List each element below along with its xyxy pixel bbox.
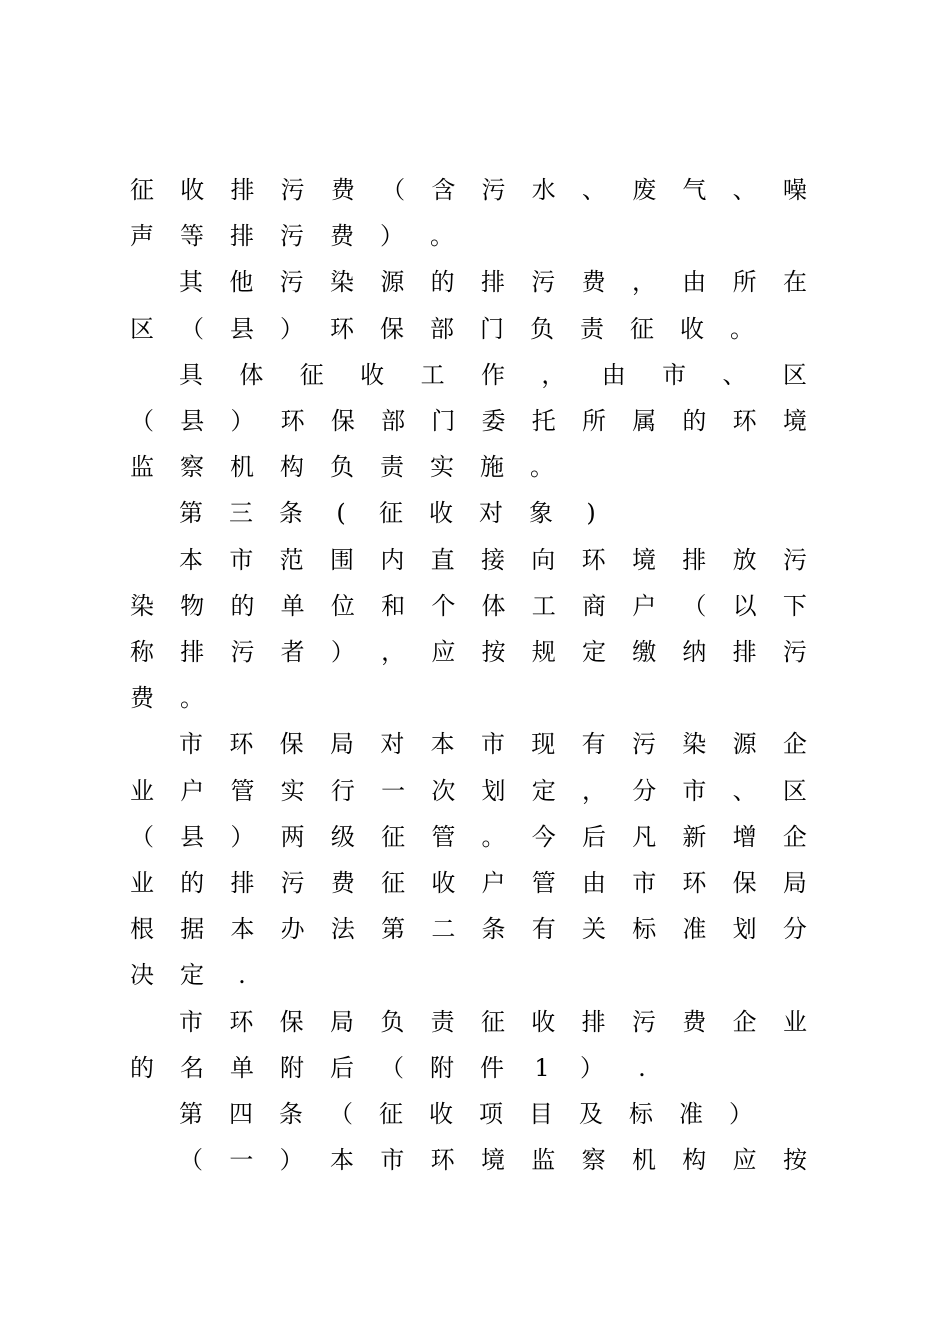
text-char: 环 [430, 1146, 455, 1175]
text-char: 作 [480, 360, 505, 389]
text-char: 本 [430, 730, 455, 759]
text-char: 县 [230, 314, 254, 343]
text-char: 者 [280, 638, 305, 666]
text-char: 划 [481, 776, 506, 805]
text-char: 一 [229, 1146, 254, 1175]
text-char: 属 [632, 407, 657, 435]
text-char: 直 [430, 545, 455, 574]
text-char: 监 [130, 453, 154, 482]
text-char: 。 [730, 314, 754, 343]
text-char: 由 [682, 268, 707, 297]
text-char: 定 [180, 961, 204, 990]
text-line [130, 586, 807, 626]
text-char: 体 [481, 591, 506, 620]
text-char: 企 [782, 730, 807, 759]
text-line [130, 216, 807, 256]
text-char: （ [329, 1100, 353, 1128]
text-char: 市 [632, 869, 657, 897]
text-char: 根 [130, 915, 154, 944]
text-char: 下 [782, 591, 807, 620]
text-char: 污 [631, 1007, 656, 1036]
text-char: 机 [230, 453, 254, 482]
text-char: 二 [431, 915, 456, 944]
text-char: 级 [330, 822, 355, 851]
text-char: 费 [581, 268, 606, 297]
text-char: 向 [531, 545, 556, 574]
text-char: 负 [530, 314, 554, 343]
text-char: 及 [579, 1100, 603, 1128]
text-char: 、 [732, 176, 757, 204]
text-char: 保 [279, 1007, 304, 1036]
text-char: 后 [581, 822, 606, 851]
text-char: 的 [430, 268, 455, 297]
text-char: 污 [531, 268, 556, 297]
text-char: ） [729, 1100, 753, 1128]
text-char: 局 [782, 869, 807, 897]
text-char: 县 [180, 822, 205, 851]
text-line [179, 1094, 807, 1134]
text-char: 境 [631, 545, 656, 574]
text-char: 次 [431, 776, 456, 805]
text-line [130, 771, 807, 811]
text-char: 保 [330, 407, 355, 435]
text-char: 源 [380, 268, 405, 297]
text-char: 实 [430, 453, 454, 482]
text-char: 一 [381, 776, 406, 805]
text-char: 察 [180, 453, 204, 482]
text-char: 本 [230, 915, 255, 944]
text-char: 市 [662, 360, 687, 389]
text-char: 构 [280, 453, 304, 482]
text-char: 征 [381, 869, 406, 897]
text-line [179, 724, 807, 764]
text-char: 纳 [682, 638, 707, 666]
text-char: 由 [581, 869, 606, 897]
text-char: ) [586, 499, 596, 528]
text-char: 区 [130, 314, 154, 343]
text-char: （ [180, 314, 204, 343]
text-char: 据 [180, 915, 205, 944]
text-char: 市 [682, 776, 707, 805]
text-char: 保 [732, 869, 757, 897]
text-char: 工 [420, 360, 445, 389]
text-char: 费 [330, 869, 355, 897]
text-char: 污 [782, 638, 807, 666]
text-line [130, 817, 807, 857]
text-char: 环 [330, 314, 354, 343]
text-char: 构 [682, 1146, 707, 1175]
text-char: 有 [531, 915, 556, 944]
text-char: 负 [380, 1007, 405, 1036]
text-char: 收 [360, 360, 385, 389]
text-char: 按 [782, 1146, 807, 1175]
text-char: 定 [531, 776, 556, 805]
text-char: 责 [430, 1007, 455, 1036]
text-char: 征 [130, 176, 154, 204]
text-char: 排 [732, 638, 757, 666]
text-char: 体 [239, 360, 264, 389]
text-char: 业 [130, 776, 154, 805]
text-char: 内 [380, 545, 405, 574]
text-char: 法 [330, 915, 355, 944]
text-char: 工 [531, 591, 556, 620]
text-char: 后 [330, 1053, 354, 1082]
text-char: 局 [329, 730, 354, 759]
text-line [179, 1002, 807, 1042]
text-line [130, 309, 807, 349]
text-char: 、 [581, 176, 606, 204]
text-char: 户 [481, 869, 506, 897]
text-char: 1 [534, 1053, 550, 1082]
text-char: 名 [180, 1053, 204, 1082]
text-char: 企 [732, 1007, 757, 1036]
text-char: ） [230, 822, 255, 851]
text-char: 、 [722, 360, 747, 389]
text-char: 征 [630, 314, 654, 343]
text-char: 含 [431, 176, 456, 204]
text-char: 保 [279, 730, 304, 759]
text-char: 的 [682, 407, 707, 435]
text-char: 的 [230, 591, 255, 620]
text-char: 的 [180, 869, 205, 897]
text-char: 县 [180, 407, 205, 435]
text-char: 局 [329, 1007, 354, 1036]
text-char: 凡 [632, 822, 657, 851]
text-char: 染 [329, 268, 354, 297]
text-char: 征 [379, 499, 403, 528]
text-char: 管 [431, 822, 456, 851]
text-char: 、 [732, 776, 757, 805]
text-char: 染 [682, 730, 707, 759]
text-char: 具 [179, 360, 203, 389]
text-char: 监 [531, 1146, 556, 1175]
text-char: 标 [632, 915, 657, 944]
text-char: 区 [782, 360, 807, 389]
text-char: 境 [480, 1146, 505, 1175]
text-char: 污 [279, 268, 304, 297]
text-char: 。 [430, 222, 454, 251]
text-line [130, 678, 807, 718]
text-char: 。 [530, 453, 554, 482]
text-char: 托 [531, 407, 556, 435]
text-char: 环 [682, 869, 707, 897]
text-char: 环 [581, 545, 606, 574]
text-char: 由 [601, 360, 626, 389]
text-line [130, 447, 807, 487]
text-char: 三 [229, 499, 253, 528]
text-char: 分 [782, 915, 807, 944]
text-line [130, 863, 807, 903]
text-line [130, 170, 807, 210]
text-char: 市 [380, 1146, 405, 1175]
text-char: 施 [480, 453, 504, 482]
text-char: 等 [180, 222, 204, 251]
text-char: 条 [481, 915, 506, 944]
text-char: 门 [431, 407, 456, 435]
text-char: 象 [529, 499, 553, 528]
text-char: 应 [732, 1146, 757, 1175]
text-char: 两 [280, 822, 305, 851]
text-char: ， [541, 360, 566, 389]
text-char: （ [130, 407, 154, 435]
text-char: 市 [229, 545, 254, 574]
text-char: 所 [732, 268, 757, 297]
text-char: 关 [581, 915, 606, 944]
text-char: ， [631, 268, 656, 297]
text-char: 排 [180, 638, 205, 666]
text-char: . [238, 961, 246, 990]
text-char: 业 [782, 1007, 807, 1036]
text-char: 排 [682, 545, 707, 574]
text-char: 门 [480, 314, 504, 343]
text-char: ） [380, 222, 404, 251]
text-char: 环 [732, 407, 757, 435]
text-char: 源 [732, 730, 757, 759]
text-char: 件 [480, 1053, 504, 1082]
text-char: 标 [629, 1100, 653, 1128]
text-char: 个 [431, 591, 456, 620]
text-char: 收 [431, 869, 456, 897]
text-char: 污 [280, 869, 305, 897]
text-char: 收 [531, 1007, 556, 1036]
text-char: 附 [280, 1053, 304, 1082]
text-char: . [638, 1053, 646, 1082]
text-char: 污 [230, 638, 255, 666]
text-char: 现 [531, 730, 556, 759]
text-char: 有 [581, 730, 606, 759]
text-char: 定 [581, 638, 606, 666]
text-char: 收 [429, 499, 453, 528]
text-char: 管 [230, 776, 255, 805]
text-char: 市 [179, 730, 203, 759]
text-char: 所 [581, 407, 606, 435]
text-char: 放 [732, 545, 757, 574]
text-char: 项 [479, 1100, 503, 1128]
text-char: 察 [581, 1146, 606, 1175]
text-char: 他 [229, 268, 254, 297]
text-char: 行 [330, 776, 355, 805]
text-char: 责 [580, 314, 604, 343]
text-char: 部 [381, 407, 406, 435]
text-char: 市 [179, 1007, 203, 1036]
text-char: 污 [631, 730, 656, 759]
text-char: 排 [230, 222, 254, 251]
text-char: 负 [330, 453, 354, 482]
text-char: （ [130, 822, 154, 851]
text-char: 机 [631, 1146, 656, 1175]
text-char: 企 [782, 822, 807, 851]
text-char: 第 [381, 915, 406, 944]
text-char: 和 [381, 591, 406, 620]
text-char: 其 [179, 268, 203, 297]
text-char: 物 [180, 591, 205, 620]
text-char: ( [336, 499, 346, 528]
text-char: 收 [680, 314, 704, 343]
text-char: 本 [329, 1146, 354, 1175]
text-char: 条 [279, 499, 303, 528]
text-line [179, 493, 807, 533]
text-line [179, 1140, 807, 1180]
text-char: 应 [431, 638, 456, 666]
text-char: 保 [380, 314, 404, 343]
text-char: 条 [279, 1100, 303, 1128]
text-char: 环 [280, 407, 305, 435]
text-char: 费 [330, 222, 354, 251]
text-char: 声 [130, 222, 154, 251]
text-char: 气 [682, 176, 707, 204]
text-char: 污 [481, 176, 506, 204]
text-char: ） [230, 407, 255, 435]
text-char: ） [580, 1053, 604, 1082]
text-char: 污 [280, 222, 304, 251]
text-char: 责 [380, 453, 404, 482]
text-char: 范 [279, 545, 304, 574]
text-char: 今 [531, 822, 556, 851]
text-char: 对 [479, 499, 503, 528]
text-char: 附 [430, 1053, 454, 1082]
text-char: 单 [230, 1053, 254, 1082]
text-char: 排 [581, 1007, 606, 1036]
text-char: （ [381, 176, 406, 204]
text-char: 单 [280, 591, 305, 620]
text-char: 排 [230, 176, 255, 204]
text-char: ） [330, 638, 355, 666]
text-char: 费 [682, 1007, 707, 1036]
text-char: 市 [480, 730, 505, 759]
text-char: 水 [531, 176, 556, 204]
text-line [179, 262, 807, 302]
text-char: 噪 [782, 176, 807, 204]
text-char: 户 [632, 591, 657, 620]
text-char: 准 [679, 1100, 703, 1128]
text-char: 染 [130, 591, 154, 620]
text-char: 征 [379, 1100, 403, 1128]
text-char: 第 [179, 1100, 203, 1128]
text-line [179, 540, 807, 580]
text-char: 征 [381, 822, 406, 851]
text-line [130, 955, 807, 995]
text-char: ） [280, 314, 304, 343]
text-char: 征 [299, 360, 324, 389]
text-char: 的 [130, 1053, 154, 1082]
text-char: 四 [229, 1100, 253, 1128]
text-char: 业 [130, 869, 154, 897]
text-line [130, 1048, 807, 1088]
text-char: 管 [531, 869, 556, 897]
text-char: 污 [280, 176, 305, 204]
text-char: 。 [180, 684, 204, 713]
text-char: 部 [430, 314, 454, 343]
text-char: 实 [280, 776, 305, 805]
text-char: 划 [732, 915, 757, 944]
text-char: 准 [682, 915, 707, 944]
text-line [130, 401, 807, 441]
text-char: 收 [429, 1100, 453, 1128]
text-char: （ [179, 1146, 203, 1175]
text-char: 按 [481, 638, 506, 666]
text-char: 对 [380, 730, 405, 759]
text-char: 缴 [632, 638, 657, 666]
text-char: 户 [180, 776, 205, 805]
text-line [179, 355, 807, 395]
text-char: 以 [732, 591, 757, 620]
text-char: 污 [782, 545, 807, 574]
text-line [130, 909, 807, 949]
text-char: 排 [230, 869, 255, 897]
text-char: 排 [480, 268, 505, 297]
text-char: 新 [682, 822, 707, 851]
text-char: 第 [179, 499, 203, 528]
text-char: ， [381, 638, 406, 666]
text-char: 规 [531, 638, 556, 666]
text-char: 接 [480, 545, 505, 574]
text-char: 决 [130, 961, 154, 990]
text-char: 环 [229, 1007, 254, 1036]
text-char: 费 [330, 176, 355, 204]
text-char: ， [581, 776, 606, 805]
text-char: 商 [581, 591, 606, 620]
text-char: 增 [732, 822, 757, 851]
text-char: （ [380, 1053, 404, 1082]
text-char: 。 [481, 822, 506, 851]
text-char: 位 [330, 591, 355, 620]
text-char: 废 [632, 176, 657, 204]
text-char: 目 [529, 1100, 553, 1128]
text-char: 在 [782, 268, 807, 297]
text-char: 分 [632, 776, 657, 805]
text-char: 区 [782, 776, 807, 805]
text-char: 征 [480, 1007, 505, 1036]
text-char: 环 [229, 730, 254, 759]
text-char: 本 [179, 545, 203, 574]
text-char: 办 [280, 915, 305, 944]
text-char: 委 [481, 407, 506, 435]
text-char: 境 [782, 407, 807, 435]
text-char: 费 [130, 684, 154, 713]
text-char: ） [279, 1146, 304, 1175]
text-char: 称 [130, 638, 154, 666]
text-char: （ [682, 591, 707, 620]
text-line [130, 632, 807, 672]
text-char: 收 [180, 176, 205, 204]
text-char: 围 [329, 545, 354, 574]
